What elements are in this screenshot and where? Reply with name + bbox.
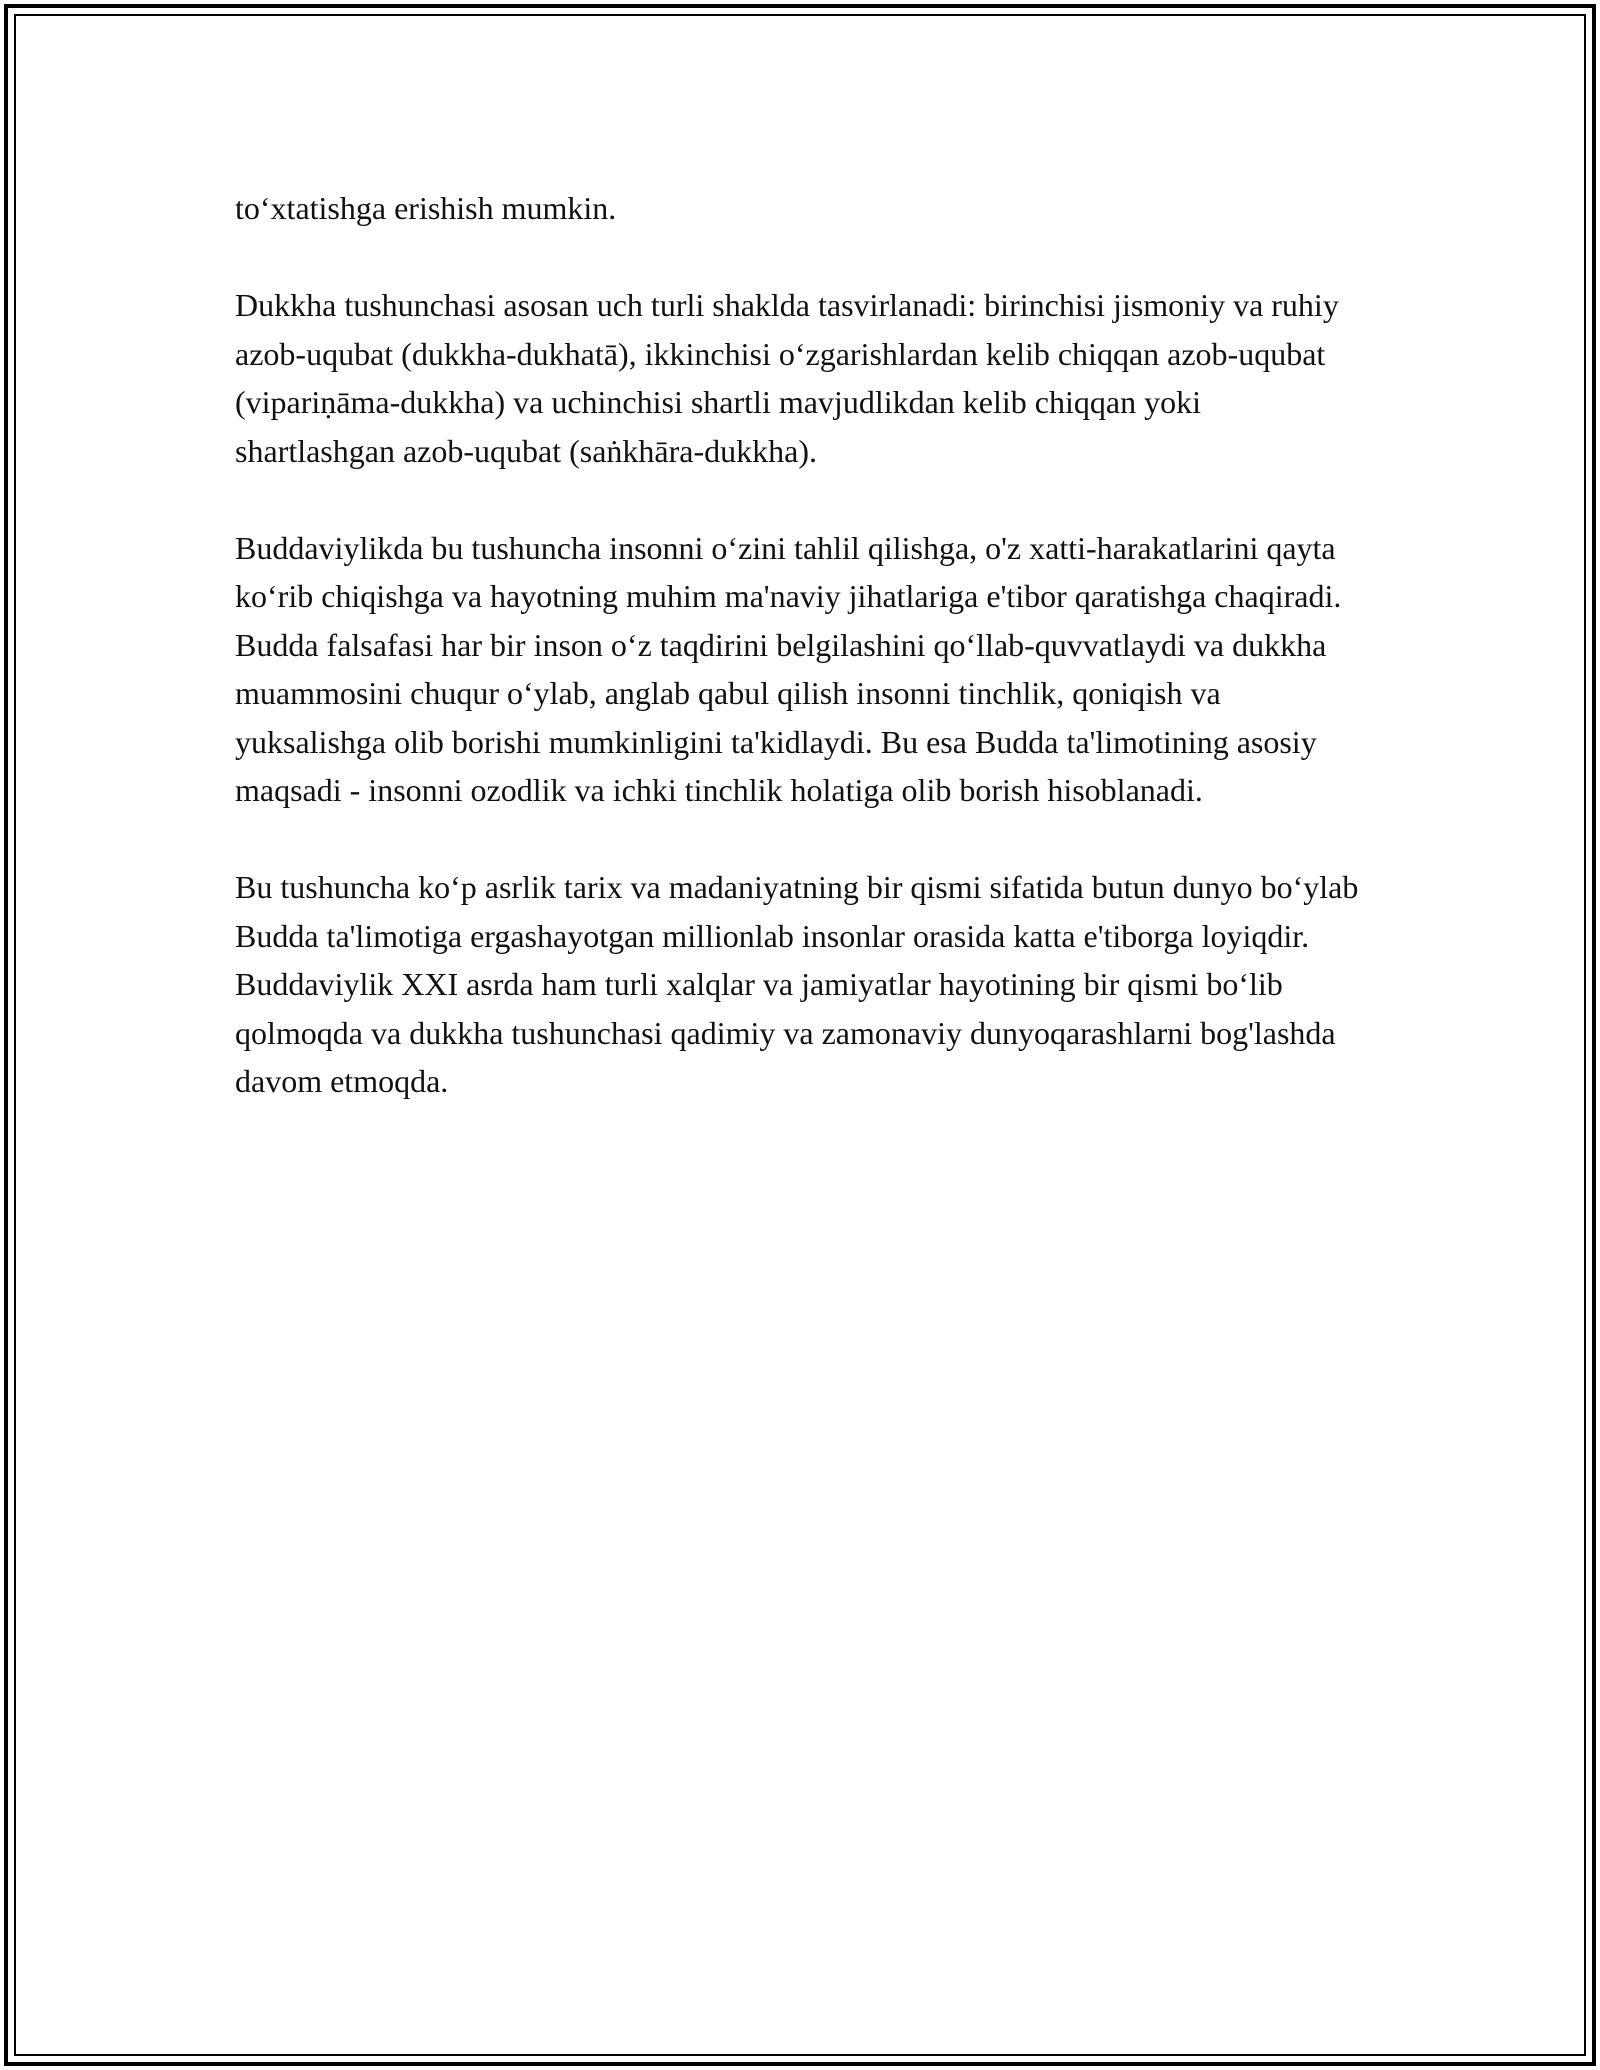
paragraph-historical-significance: Bu tushuncha ko‘p asrlik tarix va madaniyatning bir qismi sifatida butun dunyo bo‘ylab Budda ta'limotiga ergashayotgan millionlab insonlar orasida katta e'tiborga loyiqdir. Buddaviylik XXI asrda ham turli xalqlar va jamiyatlar hayotining bir qismi bo‘lib qolmoqda va dukkha tushunchasi qadimiy va zamonaviy dunyoqarashlarni bog'lashda davom etmoqda. bbox=[235, 869, 1359, 1099]
paragraph-continuation: to‘xtatishga erishish mumkin. bbox=[235, 190, 617, 226]
paragraph-buddhist-reflection: Buddaviylikda bu tushuncha insonni o‘zini tahlil qilishga, o'z xatti-harakatlarini qayta ko‘rib chiqishga va hayotning muhim ma'naviy jihatlariga e'tibor qaratishga chaqiradi. Budda falsafasi har bir inson o‘z taqdirini belgilashini qo‘llab-quvvatlaydi va dukkha muammosini chuqur o‘ylab, anglab qabul qilish insonni tinchlik, qoniqish va yuksalishga olib borishi mumkinligini ta'kidlaydi. Bu esa Budda ta'limotining asosiy maqsadi - insonni ozodlik va ichki tinchlik holatiga olib borish hisoblanadi. bbox=[235, 529, 1342, 808]
document-body bbox=[235, 184, 1365, 1106]
paragraph-dukkha-forms: Dukkha tushunchasi asosan uch turli shaklda tasvirlanadi: birinchisi jismoniy va ruhiy azob-uqubat (dukkha-dukhatā), ikkinchisi o‘zgarishlardan kelib chiqqan azob-uqubat (vipariṇāma-dukkha) va uchinchisi shartli mavjudlikdan kelib chiqqan yoki shartlashgan azob-uqubat (saṅkhāra-dukkha). bbox=[235, 287, 1339, 469]
